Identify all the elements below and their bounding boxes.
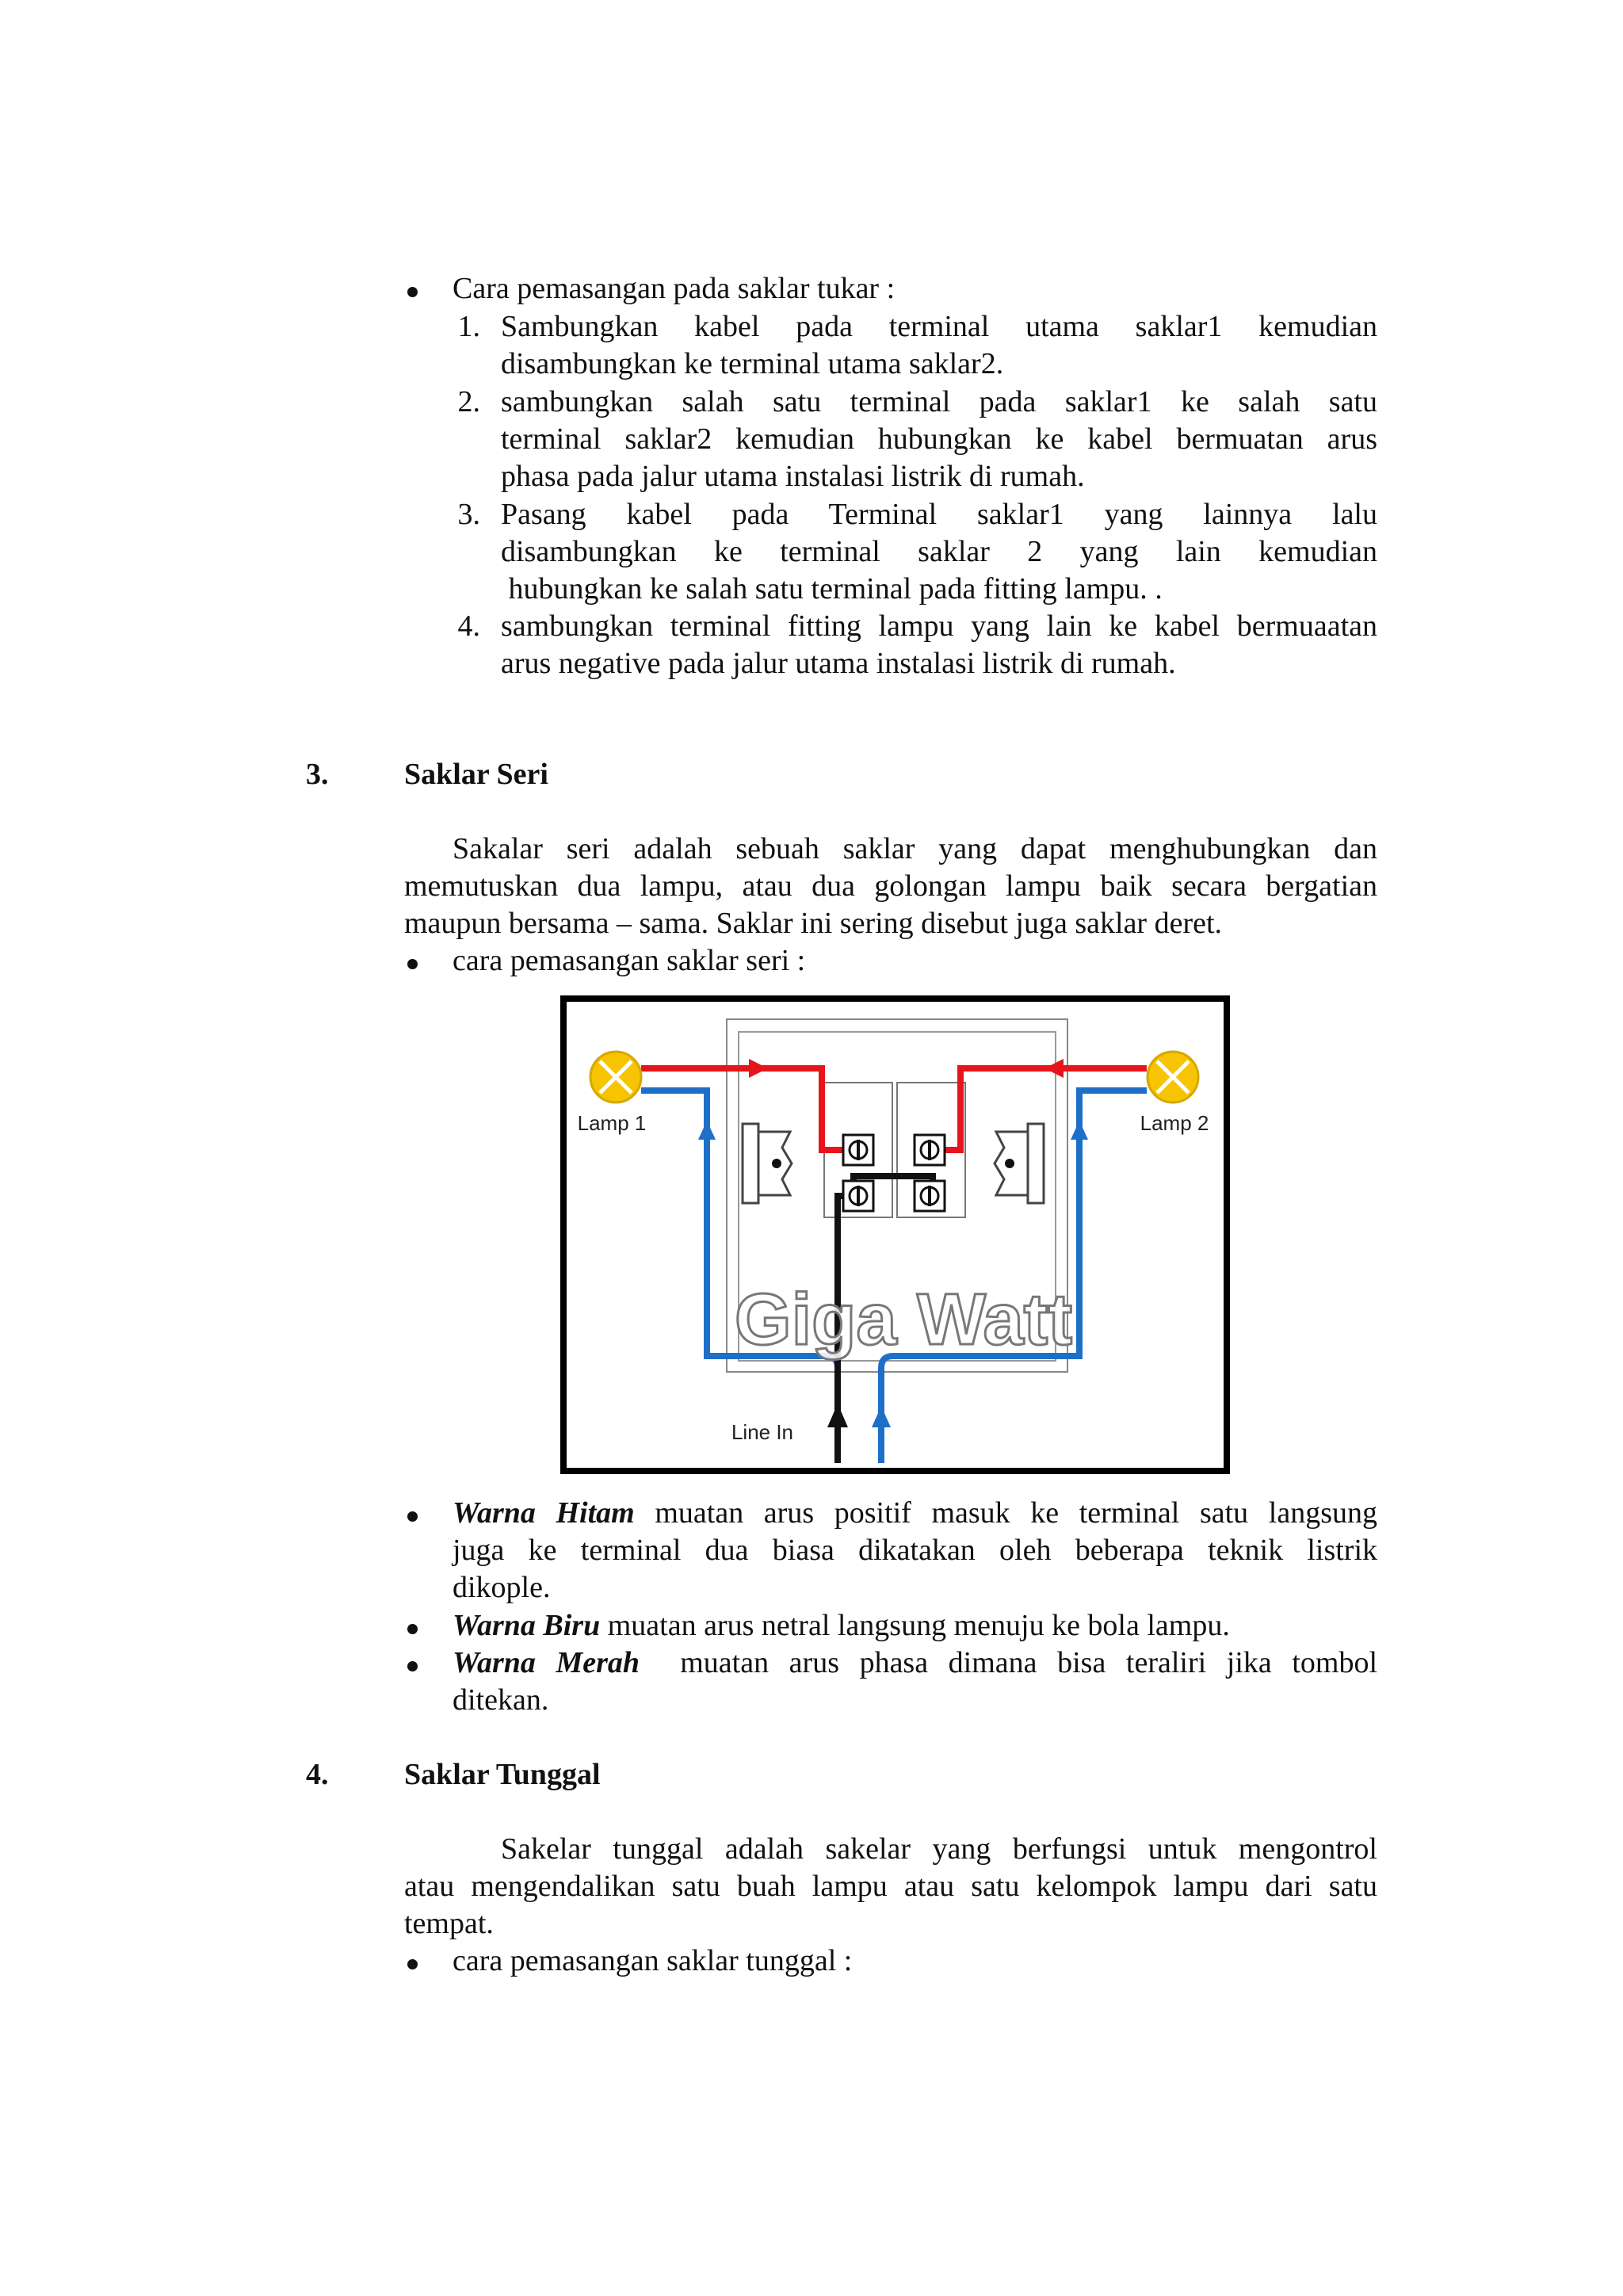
bullet-dot <box>407 1959 418 1969</box>
step-2-line-2: terminal saklar2 kemudian hubungkan ke kabel bermuatan arus <box>501 422 1377 456</box>
step-3-line-2: disambungkan ke terminal saklar 2 yang lain kemudian <box>501 535 1377 568</box>
step-number: 2. <box>457 385 480 418</box>
watermark-text: Giga Watt <box>735 1279 1072 1360</box>
note-blue-text: muatan arus netral langsung menuju ke bola lampu. <box>600 1609 1230 1642</box>
step-number: 4. <box>457 609 480 643</box>
step-2-line-3: phasa pada jalur utama instalasi listrik di rumah. <box>501 460 1085 493</box>
line-in-label: Line In <box>731 1420 794 1444</box>
step-3-line-1: Pasang kabel pada Terminal saklar1 yang lainnya lalu <box>501 498 1377 531</box>
lamp-2-label: Lamp 2 <box>1140 1111 1209 1135</box>
lamp-1-label: Lamp 1 <box>577 1111 647 1135</box>
step-number: 3. <box>457 498 480 531</box>
note-red-term: Warna Merah <box>453 1646 640 1679</box>
step-4-line-2: arus negative pada jalur utama instalasi listrik di rumah. <box>501 647 1176 680</box>
note-black-line-3: dikople. <box>453 1571 551 1604</box>
screw-terminal-icon <box>843 1181 873 1211</box>
bullet-dot <box>407 1624 418 1634</box>
note-red-line-2: ditekan. <box>453 1683 549 1717</box>
section-number: 3. <box>306 758 329 791</box>
tunggal-paragraph-line-2: atau mengendalikan satu buah lampu atau satu kelompok lampu dari satu <box>404 1870 1377 1903</box>
bullet-dot <box>407 287 418 297</box>
note-black-term: Warna Hitam <box>453 1496 635 1530</box>
lamp-2-icon <box>1148 1052 1198 1102</box>
seri-paragraph-line-3: maupun bersama – sama. Saklar ini sering disebut juga saklar deret. <box>404 907 1223 940</box>
step-4-line-1: sambungkan terminal fitting lampu yang lain ke kabel bermuaatan <box>501 609 1377 643</box>
wiring-diagram <box>560 995 1230 1474</box>
note-red-text: muatan arus phasa dimana bisa teraliri jika tombol <box>640 1646 1377 1679</box>
seri-bullet: cara pemasangan saklar seri : <box>453 944 806 977</box>
section-title: Saklar Seri <box>404 758 548 791</box>
step-2-line-1: sambungkan salah satu terminal pada saklar1 ke salah satu <box>501 385 1377 418</box>
tunggal-paragraph-line-3: tempat. <box>404 1907 494 1940</box>
screw-terminal-icon <box>915 1181 945 1211</box>
bullet-dot <box>407 1511 418 1522</box>
note-red-line-1 <box>453 1645 1377 1682</box>
step-3-line-3: hubungkan ke salah satu terminal pada fitting lampu. . <box>501 572 1163 606</box>
seri-paragraph-line-2: memutuskan dua lampu, atau dua golongan lampu baik secara bergatian <box>404 869 1377 903</box>
note-blue-line-1 <box>453 1607 1230 1645</box>
lamp-1-icon <box>590 1052 641 1102</box>
note-black-text: muatan arus positif masuk ke terminal satu langsung <box>634 1496 1377 1530</box>
section-number: 4. <box>306 1758 329 1791</box>
note-black-line-2: juga ke terminal dua biasa dikatakan oleh beberapa teknik listrik <box>453 1534 1377 1567</box>
note-blue-term: Warna Biru <box>453 1609 601 1642</box>
screw-terminal-icon <box>915 1135 945 1165</box>
tukar-intro: Cara pemasangan pada saklar tukar : <box>453 272 896 305</box>
step-1-line-1: Sambungkan kabel pada terminal utama saklar1 kemudian <box>501 310 1377 343</box>
step-1-line-2: disambungkan ke terminal utama saklar2. <box>501 347 1004 380</box>
section-title: Saklar Tunggal <box>404 1758 601 1791</box>
step-number: 1. <box>457 310 480 343</box>
seri-paragraph-line-1: Sakalar seri adalah sebuah saklar yang dapat menghubungkan dan <box>453 832 1377 865</box>
screw-terminal-icon <box>843 1135 873 1165</box>
bullet-dot <box>407 959 418 969</box>
tunggal-bullet: cara pemasangan saklar tunggal : <box>453 1944 853 1977</box>
bullet-dot <box>407 1661 418 1671</box>
note-black-line-1 <box>453 1495 1377 1532</box>
tunggal-paragraph-line-1: Sakelar tunggal adalah sakelar yang berfungsi untuk mengontrol <box>501 1832 1377 1866</box>
